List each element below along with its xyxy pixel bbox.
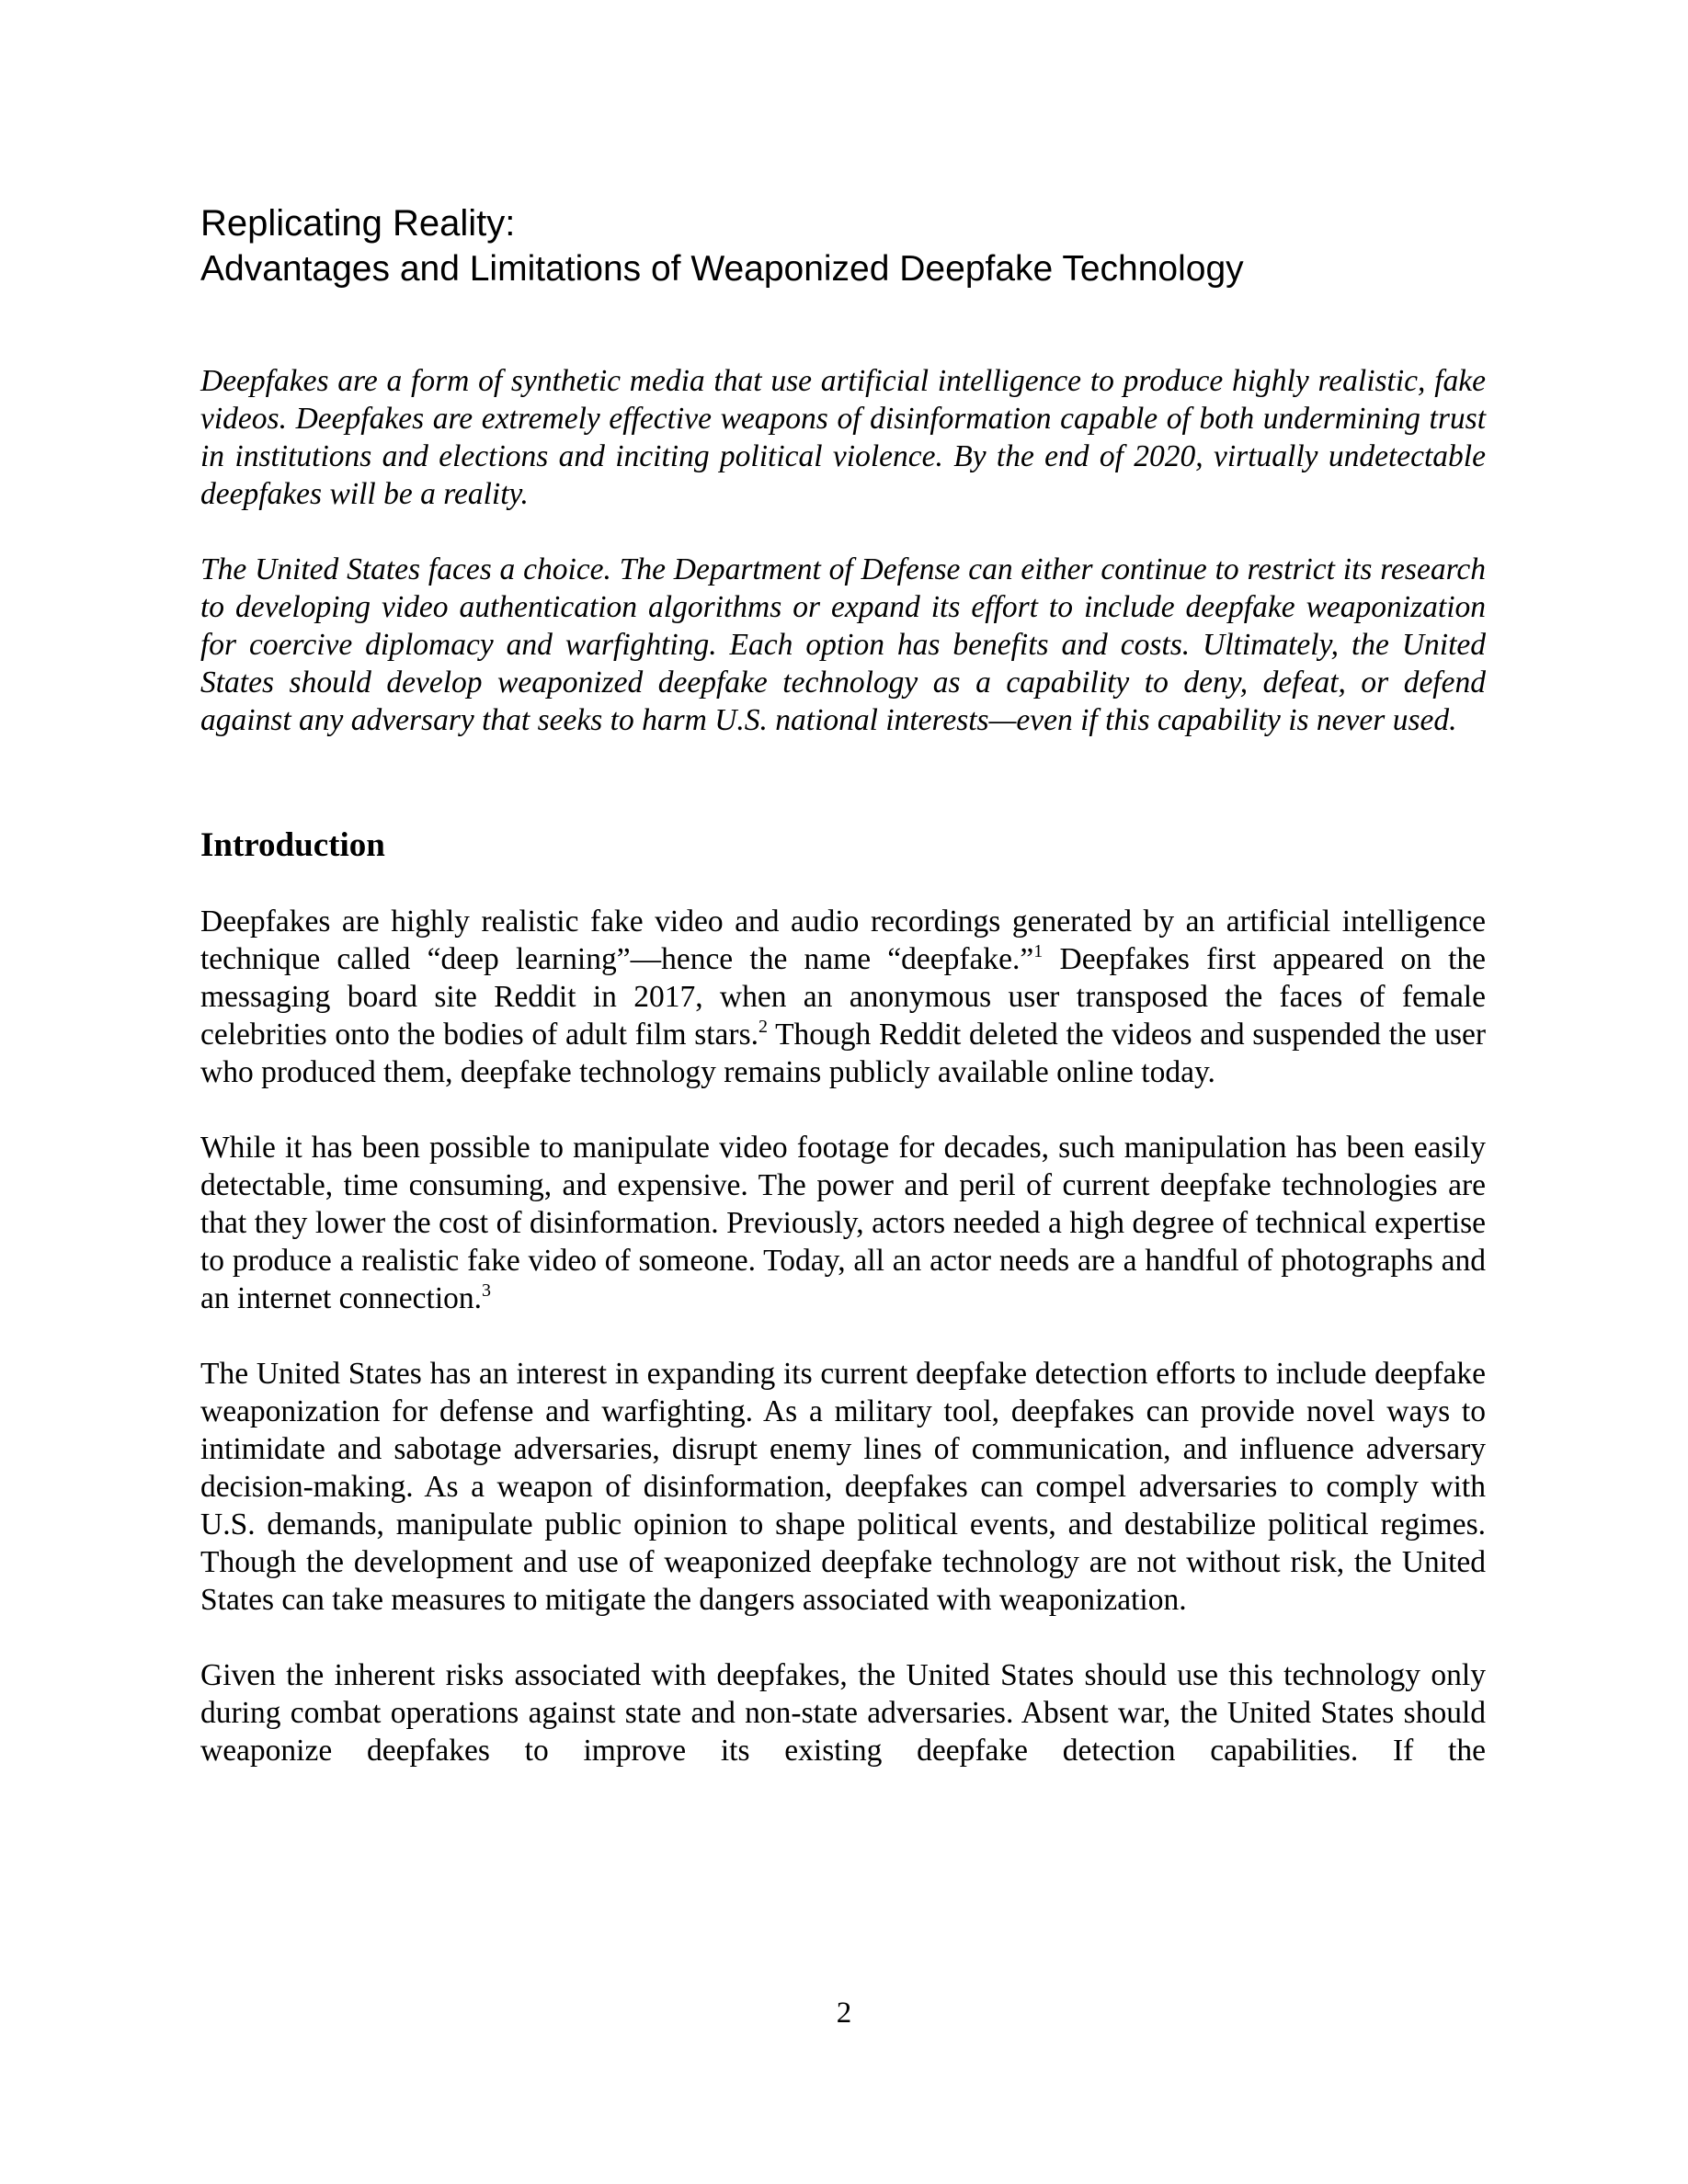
- footnote-marker-1: 1: [1033, 941, 1044, 961]
- introduction-body: [200, 903, 1486, 1769]
- document-subtitle: Advantages and Limitations of Weaponized Deepfake Technology: [200, 249, 1244, 289]
- page-content: [200, 200, 1486, 1807]
- abstract: [200, 362, 1486, 739]
- abstract-paragraph-2: The United States faces a choice. The Department of Defense can either continue to restrict its research to developing video authentication algorithms or expand its effort to include deepfake weaponization for coercive diplomacy and warfighting. Each option has benefits and costs. Ultimately, the United States should develop weaponized deepfake technology as a capability to deny, defeat, or defend against any adversary that seeks to harm U.S. national interests—even if this capability is never used.: [200, 552, 1486, 737]
- paragraph-text: While it has been possible to manipulate video footage for decades, such manipulation has been easily detectable, time consuming, and expensive. The power and peril of current deepfake technologies are that they lower the cost of disinformation. Previously, actors needed a high degree of technical expertise to produce a realistic fake video of someone. Today, all an actor needs are a handful of photographs and an internet connection.: [200, 1131, 1486, 1315]
- footnote-marker-3: 3: [482, 1280, 492, 1301]
- introduction-paragraph-1: [200, 903, 1486, 1091]
- page-number: 2: [836, 1996, 852, 2030]
- abstract-paragraph-1: Deepfakes are a form of synthetic media that use artificial intelligence to produce highly realistic, fake videos. Deepfakes are extremely effective weapons of disinformation capable of both undermining trust in institutions and elections and inciting political violence. By the end of 2020, virtually undetectable deepfakes will be a reality.: [200, 364, 1486, 511]
- introduction-paragraph-2: [200, 1129, 1486, 1317]
- introduction-paragraph-4: Given the inherent risks associated with deepfakes, the United States should use this technology only during combat operations against state and non-state adversaries. Absent war, the United States should weaponize deepfakes to improve its existing deepfake detection capabilities. If the: [200, 1658, 1486, 1768]
- footnote-marker-2: 2: [758, 1017, 768, 1037]
- document-title: Replicating Reality:: [200, 203, 516, 244]
- paragraph-text: Deepfakes are highly realistic fake video and audio recordings generated by an artificial intelligence technique called “deep learning”—hence the name “deepfake.”: [200, 904, 1486, 976]
- document-header: [200, 200, 1486, 292]
- paragraph-text: Deepfakes first appeared on the messaging board site Reddit in 2017, when an anonymous user transposed the faces of female celebrities onto the bodies of adult film stars.: [200, 942, 1487, 1052]
- introduction-paragraph-3: The United States has an interest in expanding its current deepfake detection efforts to include deepfake weaponization for defense and warfighting. As a military tool, deepfakes can provide novel ways to intimidate and sabotage adversaries, disrupt enemy lines of communication, and influence adversary decision-making. As a weapon of disinformation, deepfakes can compel adversaries to comply with U.S. demands, manipulate public opinion to shape political events, and destabilize political regimes. Though the development and use of weaponized deepfake technology are not without risk, the United States can take measures to mitigate the dangers associated with weaponization.: [200, 1357, 1486, 1617]
- section-heading-introduction: Introduction: [200, 826, 385, 864]
- paragraph-text: Though Reddit deleted the videos and suspended the user who produced them, deepfake technology remains publicly available online today.: [200, 1018, 1487, 1089]
